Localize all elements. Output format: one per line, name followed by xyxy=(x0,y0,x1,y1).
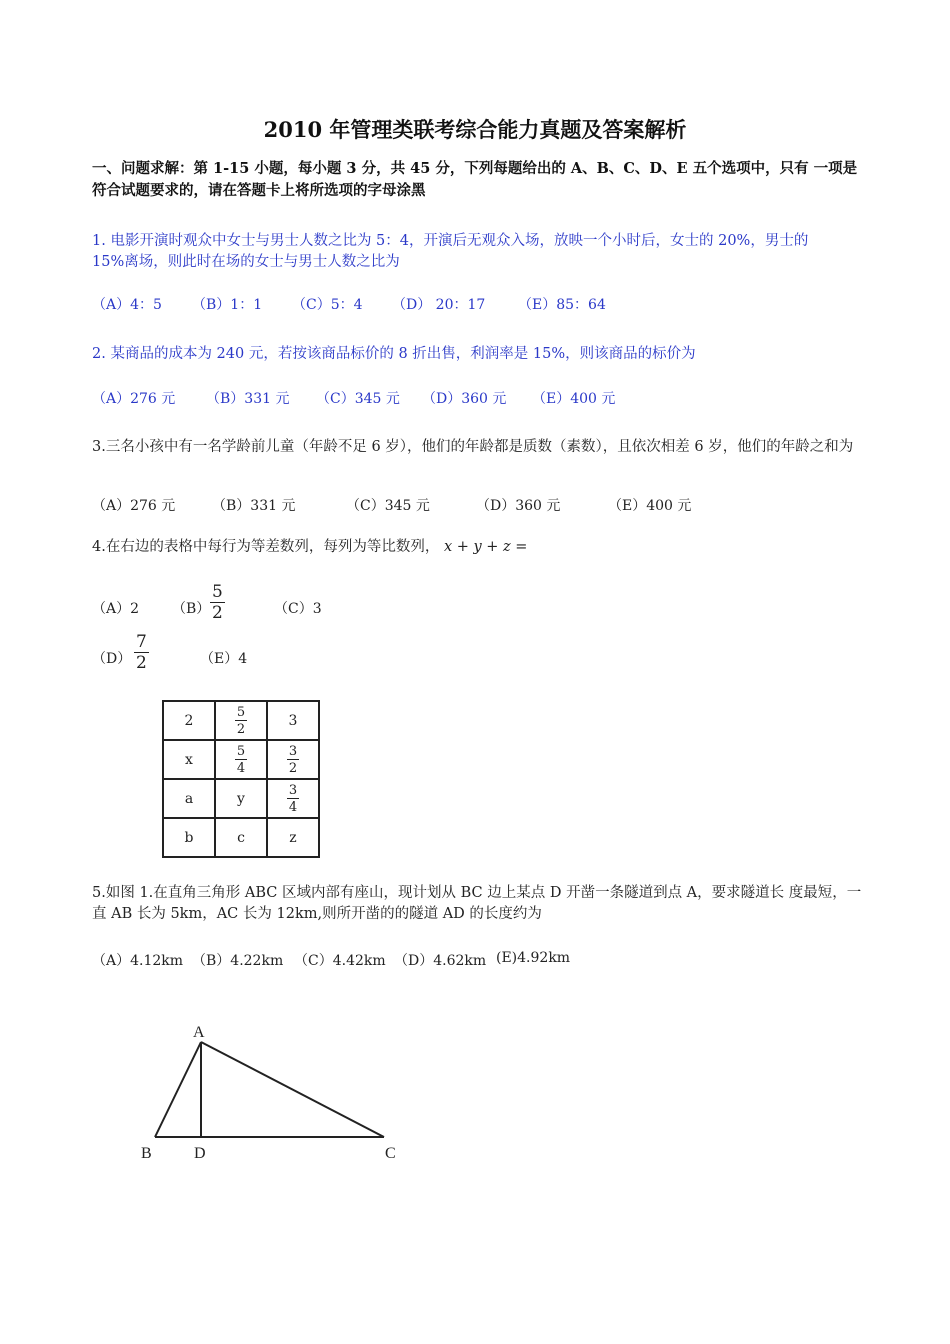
q4-option-c: （C）3 xyxy=(274,601,322,617)
cell-numerator: 3 xyxy=(288,782,298,798)
question-3-text: 3.三名小孩中有一名学龄前儿童（年龄不足 6 岁），他们的年龄都是质数（素数），且依次相差 6 岁，他们的年龄之和为 xyxy=(92,439,854,455)
q4-option-b-numerator: 5 xyxy=(212,582,223,602)
question-4-formula: x + y + z = xyxy=(443,539,528,555)
side-ab xyxy=(155,1042,201,1137)
q4-option-a: （A）2 xyxy=(92,601,140,617)
table-cell: 2 xyxy=(163,701,215,740)
cell-numerator: 5 xyxy=(236,743,246,759)
q3-option-b: （B）331 元 xyxy=(212,498,296,514)
side-ac xyxy=(201,1042,384,1137)
q4-option-b-prefix: （B） xyxy=(172,601,211,617)
q5-option-a: （A）4.12km xyxy=(92,953,184,969)
cell-denominator: 2 xyxy=(236,721,246,737)
q4-option-d-prefix: （D） xyxy=(92,651,132,667)
q2-option-e: （E）400 元 xyxy=(532,391,616,407)
section-header: 一、问题求解：第 1-15 小题，每小题 3 分，共 45 分，下列每题给出的 A、B、C、D、E 五个选项中，只有 一项是符合试题要求的，请在答题卡上将所选项的字母涂黑 xyxy=(92,160,858,199)
q1-option-e: （E）85：64 xyxy=(518,297,606,313)
page-title: 2010 年管理类联考综合能力真题及答案解析 xyxy=(263,117,687,142)
q5-option-b: （B）4.22km xyxy=(192,953,284,969)
q3-option-c: （C）345 元 xyxy=(346,498,430,514)
q1-option-b: （B）1：1 xyxy=(192,297,263,313)
q4-option-b-denominator: 2 xyxy=(212,603,223,623)
q3-option-d: （D）360 元 xyxy=(476,498,561,514)
q1-option-c: （C）5：4 xyxy=(292,297,363,313)
table-cell: 3 xyxy=(267,701,319,740)
table-cell: y xyxy=(215,779,267,818)
cell-numerator: 3 xyxy=(288,743,298,759)
q4-option-d-denominator: 2 xyxy=(136,653,147,673)
q2-option-d: （D）360 元 xyxy=(422,391,507,407)
table-cell: z xyxy=(267,818,319,857)
cell-numerator: 5 xyxy=(236,704,246,720)
q4-option-e: （E）4 xyxy=(200,651,248,667)
cell-denominator: 4 xyxy=(236,760,246,776)
q2-option-c: （C）345 元 xyxy=(316,391,400,407)
q3-option-a: （A）276 元 xyxy=(92,498,176,514)
q2-option-a: （A）276 元 xyxy=(92,391,176,407)
cell-denominator: 2 xyxy=(288,760,298,776)
q4-option-d-numerator: 7 xyxy=(136,632,147,652)
q1-option-d: （D） 20：17 xyxy=(392,297,486,313)
q2-option-b: （B）331 元 xyxy=(206,391,290,407)
question-5-text: 5.如图 1.在直角三角形 ABC 区域内部有座山，现计划从 BC 边上某点 D 开凿一条隧道到点 A，要求隧道长 度最短，一直 AB 长为 5km，AC 长为 12km,则所开凿的的隧道 AD 的长度约为 xyxy=(92,885,862,922)
q5-option-e: (E)4.92km xyxy=(496,950,571,966)
q5-option-c: （C）4.42km xyxy=(294,953,386,969)
label-d: D xyxy=(194,1145,206,1162)
table-cell: b xyxy=(163,818,215,857)
question-4-stem: 4.在右边的表格中每行为等差数列，每列为等比数列， xyxy=(92,539,440,555)
q5-option-d: （D）4.62km xyxy=(394,953,487,969)
table-cell: a xyxy=(163,779,215,818)
cell-denominator: 4 xyxy=(288,799,298,815)
label-a: A xyxy=(193,1024,205,1041)
label-b: B xyxy=(141,1145,152,1162)
question-1-text: 1. 电影开演时观众中女士与男士人数之比为 5：4，开演后无观众入场，放映一个小时后，女士的 20%，男士的 15%离场，则此时在场的女士与男士人数之比为 xyxy=(92,233,809,270)
table-cell: c xyxy=(215,818,267,857)
q1-option-a: （A）4：5 xyxy=(92,297,162,313)
q3-option-e: （E）400 元 xyxy=(608,498,692,514)
question-2-text: 2. 某商品的成本为 240 元，若按该商品标价的 8 折出售，利润率是 15%，则该商品的标价为 xyxy=(92,346,696,362)
label-c: C xyxy=(385,1145,396,1162)
table-cell: x xyxy=(163,740,215,779)
